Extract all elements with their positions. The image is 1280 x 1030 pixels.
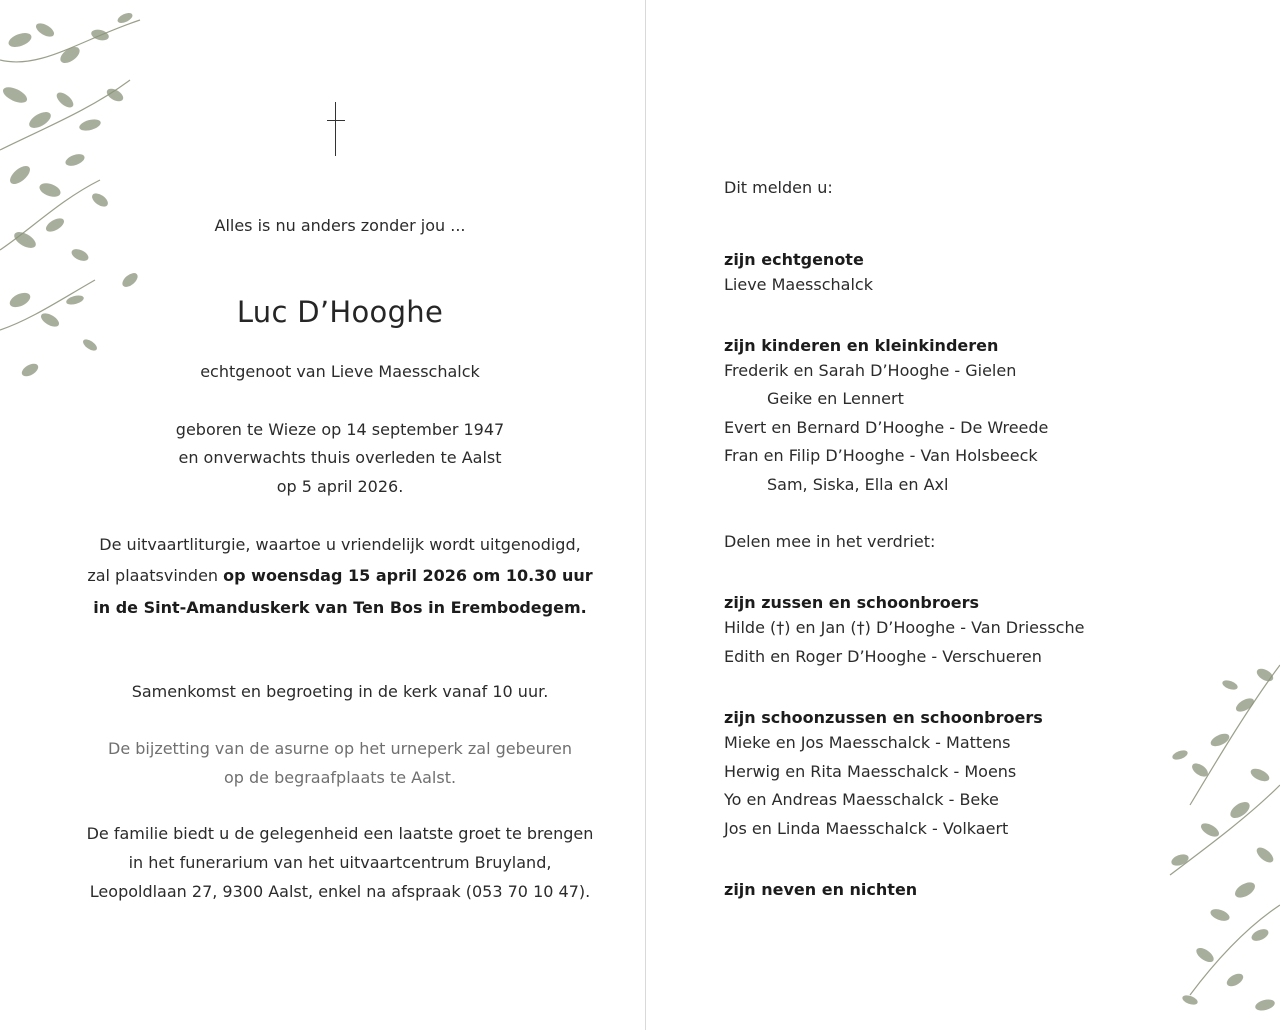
family-line: Jos en Linda Maesschalck - Volkaert <box>724 819 1009 838</box>
farewell-line-3: Leopoldlaan 27, 9300 Aalst, enkel na afspraak (053 70 10 47). <box>89 882 591 901</box>
farewell-line-2: in het funerarium van het uitvaartcentrum Bruyland, <box>128 853 552 872</box>
deceased-name: Luc D’Hooghe <box>236 295 444 329</box>
family-line: Edith en Roger D’Hooghe - Verschueren <box>724 647 1042 666</box>
sharing-line: Delen mee in het verdriet: <box>724 532 936 551</box>
cross-icon <box>325 102 347 156</box>
right-page <box>646 0 1280 1030</box>
spouse-name: Lieve Maesschalck <box>724 275 873 294</box>
intro-line: Dit melden u: <box>724 178 833 197</box>
grandchildren-line: Sam, Siska, Ella en Axl <box>767 475 949 494</box>
quote-line: Alles is nu anders zonder jou ... <box>214 216 466 235</box>
spouse-heading: zijn echtgenote <box>724 250 864 269</box>
sisters-heading: zijn zussen en schoonbroers <box>724 593 979 612</box>
children-heading: zijn kinderen en kleinkinderen <box>724 336 999 355</box>
death-date: op 5 april 2026. <box>276 477 404 496</box>
spouse-line: echtgenoot van Lieve Maesschalck <box>200 362 480 381</box>
family-line: Evert en Bernard D’Hooghe - De Wreede <box>724 418 1049 437</box>
family-line: Fran en Filip D’Hooghe - Van Holsbeeck <box>724 446 1038 465</box>
liturgy-prefix: zal plaatsvinden <box>87 566 224 585</box>
family-line: Mieke en Jos Maesschalck - Mattens <box>724 733 1011 752</box>
family-line: Yo en Andreas Maesschalck - Beke <box>724 790 999 809</box>
grandchildren-line: Geike en Lennert <box>767 389 904 408</box>
family-line: Herwig en Rita Maesschalck - Moens <box>724 762 1017 781</box>
liturgy-line-3: in de Sint-Amanduskerk van Ten Bos in Erembodegem. <box>93 598 587 617</box>
farewell-line-1: De familie biedt u de gelegenheid een laatste groet te brengen <box>86 824 594 843</box>
liturgy-datetime: op woensdag 15 april 2026 om 10.30 uur <box>223 566 593 585</box>
liturgy-line-2 <box>40 562 640 590</box>
family-line: Hilde (†) en Jan (†) D’Hooghe - Van Driessche <box>724 618 1085 637</box>
death-line: en onverwachts thuis overleden te Aalst <box>178 448 502 467</box>
cousins-heading: zijn neven en nichten <box>724 880 918 899</box>
burial-line-2: op de begraafplaats te Aalst. <box>223 768 457 787</box>
inlaws-heading: zijn schoonzussen en schoonbroers <box>724 708 1043 727</box>
family-line: Frederik en Sarah D’Hooghe - Gielen <box>724 361 1017 380</box>
birth-line: geboren te Wieze op 14 september 1947 <box>175 420 505 439</box>
gathering-line: Samenkomst en begroeting in de kerk vanaf 10 uur. <box>131 682 549 701</box>
burial-line-1: De bijzetting van de asurne op het urneperk zal gebeuren <box>108 739 572 758</box>
liturgy-line-1: De uitvaartliturgie, waartoe u vriendelijk wordt uitgenodigd, <box>99 535 581 554</box>
